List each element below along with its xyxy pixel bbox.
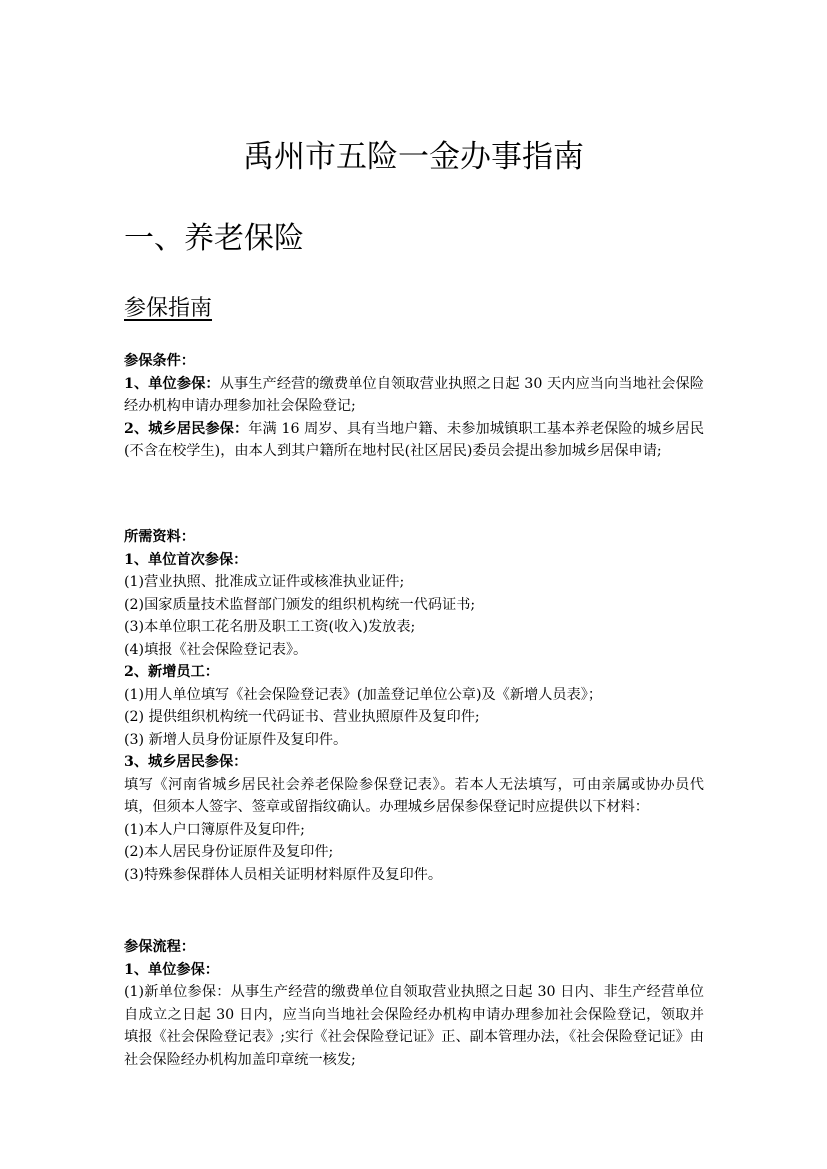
materials-group-label: 1、单位首次参保：	[124, 551, 248, 568]
list-item: (1)用人单位填写《社会保险登记表》(加盖登记单位公章)及《新增人员表》；	[124, 686, 603, 703]
materials-intro: 填写《河南省城乡居民社会养老保险参保登记表》。若本人无法填写，可由亲属或协办员代填，但须本人签字、签章或留指纹确认。办理城乡居保参保登记时应提供以下材料：	[124, 776, 704, 815]
condition-item	[124, 418, 704, 463]
process-item-label: 1、单位参保：	[124, 961, 219, 978]
condition-label: 2、城乡居民参保：	[124, 420, 249, 437]
materials-group-label: 2、新增员工：	[124, 664, 219, 680]
list-item: (3) 新增人员身份证原件及复印件。	[124, 731, 348, 748]
condition-text: 从事生产经营的缴费单位自领取营业执照之日起 30 天内应当向当地社会保险经办机构申请办理参加社会保险登记;	[124, 375, 704, 414]
materials-block	[124, 526, 704, 886]
condition-text: 年满 16 周岁、具有当地户籍、未参加城镇职工基本养老保险的城乡居民(不含在校学生)，由本人到其户籍所在地村民(社区居民)委员会提出参加城乡居保申请;	[124, 420, 705, 459]
list-item: (3)特殊参保群体人员相关证明材料原件及复印件。	[124, 866, 443, 883]
list-item: (1)营业执照、批准成立证件或核准执业证件;	[124, 574, 405, 590]
subsection-heading: 参保指南	[124, 296, 213, 321]
condition-label: 1、单位参保：	[124, 375, 220, 392]
conditions-block	[124, 350, 704, 463]
process-item-text: (1)新单位参保：从事生产经营的缴费单位自领取营业执照之日起 30 日内、非生产经营单位自成立之日起 30 日内，应当向当地社会保险经办机构申请办理参加社会保险登记，领取并填报《社会保险登记表》;实行《社会保险登记证》正、副本管理办法，《社会保险登记证》由社会保险经办机构加盖印章统一核发;	[124, 984, 704, 1068]
process-heading: 参保流程：	[124, 939, 195, 955]
list-item: (2)本人居民身份证原件及复印件;	[124, 844, 334, 860]
list-item: (2) 提供组织机构统一代码证书、营业执照原件及复印件;	[124, 709, 480, 725]
document-title: 禹州市五险一金办事指南	[243, 139, 584, 175]
condition-item	[124, 373, 704, 418]
list-item: (3)本单位职工花名册及职工工资(收入)发放表;	[124, 619, 416, 635]
materials-heading: 所需资料：	[124, 529, 195, 545]
list-item: (4)填报《社会保险登记表》。	[124, 641, 308, 658]
list-item: (2)国家质量技术监督部门颁发的组织机构统一代码证书;	[124, 596, 476, 613]
materials-group-label: 3、城乡居民参保：	[124, 754, 248, 770]
conditions-heading: 参保条件：	[124, 353, 195, 369]
section-heading: 一、养老保险	[124, 221, 304, 256]
list-item: (1)本人户口簿原件及复印件;	[124, 821, 305, 838]
process-block	[124, 936, 704, 1071]
